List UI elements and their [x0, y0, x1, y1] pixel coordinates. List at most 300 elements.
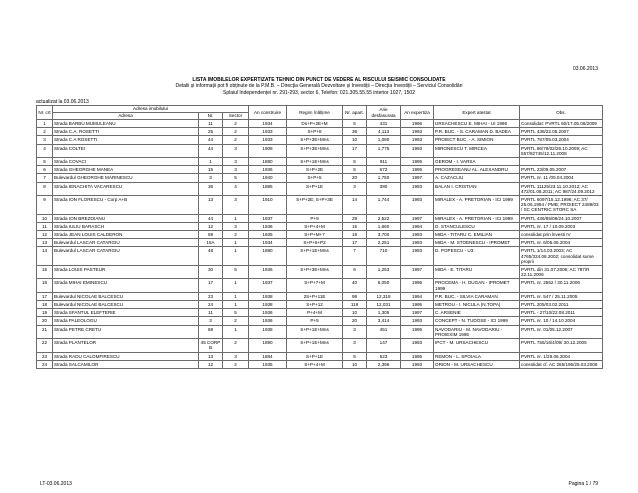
row-apartments: 20 [343, 317, 367, 325]
row-notes: consolidat prin lnvesti IV [520, 231, 603, 239]
row-notes: PVRTL 11125/23.11.10.2012; AC 472/01.08.2011; AC 987/24.09.2012 [520, 182, 603, 195]
row-notes: consolidat cf. AC 265/195/25.03.2008 [520, 360, 603, 368]
row-address: Strada COVACI [53, 158, 199, 166]
row-number: 1 [199, 158, 223, 166]
row-expert: BALAN I. CRISTIAN [434, 182, 520, 195]
row-address: Bulevardul LASCAR CATARGIU [53, 247, 199, 266]
footer-code: LT-03.06.2013 [40, 481, 72, 487]
row-expert: MIRALEX - A. PRETORIAN - ICI 1999 [434, 214, 520, 222]
col-nr: Nr. crt [37, 106, 53, 120]
row-notes: PVRTL - 27/10/22.08.2011 [520, 309, 603, 317]
row-floors: S+P+12 [287, 301, 343, 309]
col-notes: Obs. [520, 106, 603, 120]
updated-date: actualizat la 03.06.2013 [36, 99, 89, 105]
row-nr: 2 [37, 128, 53, 136]
row-apartments: 6 [343, 266, 367, 279]
row-exp-year: 1994 [401, 292, 434, 300]
row-expert: PROCEMA - H. DUGAN - IPROMET 1999 [434, 279, 520, 292]
col-year: An construire [249, 106, 287, 120]
row-year: 1938 [249, 325, 287, 338]
row-year: 1933 [249, 128, 287, 136]
row-nr: 9 [37, 196, 53, 215]
table-row [37, 120, 603, 128]
row-area: 147 [367, 339, 401, 352]
row-floors: S+P+7+M [287, 279, 343, 292]
table-row [37, 360, 603, 368]
row-floors: S+P+3E+Mns [287, 144, 343, 157]
row-expert: PROIECT BUC. - A. SIMION [434, 136, 520, 144]
row-area: 1,305 [367, 309, 401, 317]
row-nr: 12 [37, 231, 53, 239]
row-nr: 20 [37, 317, 53, 325]
row-address: Strada RADU CALOMFIRESCU [53, 352, 199, 360]
row-address: Strada SALCAMILOR [53, 360, 199, 368]
row-area: 911 [367, 158, 401, 166]
row-sector: 3 [223, 352, 249, 360]
row-sector: 1 [223, 239, 249, 247]
row-apartments: 15 [343, 222, 367, 230]
row-notes: PVRTL 438/22.05.2007 [520, 128, 603, 136]
row-apartments: 40 [343, 279, 367, 292]
row-address: Strada JEAN LOUIS CALDERON [53, 231, 199, 239]
row-number: 68 [199, 325, 223, 338]
row-exp-year: 1993 [401, 196, 434, 215]
row-notes: PVRTL din 31.07.2006; AC 787/R 22.11.2006 [520, 266, 603, 279]
row-year: 1935 [249, 231, 287, 239]
row-number: 11 [199, 309, 223, 317]
row-expert: P.R. BUC. - SILVIA CARAMAN [434, 292, 520, 300]
row-floors: P+9 [287, 214, 343, 222]
row-year: 1935 [249, 360, 287, 368]
row-year: 1885 [249, 182, 287, 195]
row-expert: IPCT - M. URSACHESCU [434, 339, 520, 352]
row-number: 25 [199, 128, 223, 136]
row-year: 1910 [249, 196, 287, 215]
row-floors: Ds+P+2E+M [287, 120, 343, 128]
row-expert: MIDA - TITARU C. EMILIAN [434, 231, 520, 239]
row-nr: 8 [37, 182, 53, 195]
row-floors: S+P+1E+Mns [287, 158, 343, 166]
row-sector: 1 [223, 292, 249, 300]
row-sector: 1 [223, 325, 249, 338]
row-number: 44 [199, 214, 223, 222]
row-year: 1936 [249, 222, 287, 230]
row-nr: 21 [37, 325, 53, 338]
row-nr: 16 [37, 279, 53, 292]
row-area: 12,318 [367, 292, 401, 300]
row-exp-year: 1993 [401, 182, 434, 195]
row-notes: PVRTL nr. 01/05.12.2007 [520, 325, 603, 338]
row-sector: 2 [223, 317, 249, 325]
row-area: 710 [367, 247, 401, 266]
row-year: 1908 [249, 144, 287, 157]
row-exp-year: 1993 [401, 128, 434, 136]
row-number: 11 [199, 120, 223, 128]
row-number: 15A [199, 239, 223, 247]
col-apartments: Nr. apart. [343, 106, 367, 120]
table-row [37, 214, 603, 222]
row-sector: 2 [223, 360, 249, 368]
row-exp-year: 1993 [401, 136, 434, 144]
row-notes: PVRTL 86/79/02/26.10.2009; AC 557/82745/12.11.2008 [520, 144, 603, 157]
row-sector: 2 [223, 136, 249, 144]
row-sector: 4 [223, 182, 249, 195]
row-area: 12,031 [367, 301, 401, 309]
table-row [37, 292, 603, 300]
buildings-table [36, 105, 603, 369]
row-sector: 3 [223, 222, 249, 230]
row-apartments: 20 [343, 174, 367, 182]
page-number: Pagina 1 / 79 [568, 481, 598, 487]
row-expert: URSACHESCU E. MIHAI - UI 1996 [434, 120, 520, 128]
row-number: 24 [199, 301, 223, 309]
row-area: 2,522 [367, 214, 401, 222]
row-notes: PVRTL nr. 1/29.06.2004 [520, 352, 603, 360]
row-year: 1938 [249, 301, 287, 309]
row-area: 1,750 [367, 174, 401, 182]
row-number: 17 [199, 279, 223, 292]
row-expert: MIRONESCU T. MIRCEA [434, 144, 520, 157]
table-header-row [37, 106, 603, 113]
row-sector: 1 [223, 301, 249, 309]
row-notes [520, 158, 603, 166]
table-row [37, 239, 603, 247]
row-exp-year: 1993 [401, 247, 434, 266]
row-area: 2,251 [367, 239, 401, 247]
row-exp-year: 1993 [401, 360, 434, 368]
row-floors: S+P+3E+Mns [287, 136, 343, 144]
row-floors: P+4+M [287, 309, 343, 317]
col-address-group: Adresa imobilului [53, 106, 249, 113]
row-nr: 11 [37, 222, 53, 230]
row-area: 1,744 [367, 196, 401, 215]
row-sector: 5 [223, 174, 249, 182]
table-body [37, 120, 603, 369]
row-exp-year: 1995 [401, 301, 434, 309]
table-row [37, 231, 603, 239]
row-exp-year: 1995 [401, 279, 434, 292]
row-apartments: 10 [343, 360, 367, 368]
row-address: Bulevardul LASCAR CATARGIU [53, 239, 199, 247]
row-address: Bulevardul NICOLAE BALCESCU [53, 292, 199, 300]
row-floors: S+P+2E [287, 166, 343, 174]
row-area: 1,775 [367, 144, 401, 157]
col-sector: Sector [223, 113, 249, 120]
row-address: Strada IENACHITA VACARESCU [53, 182, 199, 195]
table-row [37, 301, 603, 309]
table-row [37, 174, 603, 182]
row-area: 4,113 [367, 128, 401, 136]
row-nr: 5 [37, 158, 53, 166]
row-floors: S+P+1E+Mns [287, 339, 343, 352]
table-row [37, 196, 603, 215]
table-row [37, 247, 603, 266]
row-nr: 23 [37, 352, 53, 360]
document-title: LISTA IMOBILELOR EXPERTIZATE TEHNIC DIN PUNCT DE VEDERE AL RISCULUI SEISMIC CONSOLIDATE [192, 77, 446, 83]
row-year: 1934 [249, 239, 287, 247]
row-expert: METROU - I. NICULA (N.TOPA) [434, 301, 520, 309]
row-year: 1936 [249, 266, 287, 279]
document-title-block [0, 77, 638, 96]
row-floors: S+P+5 [287, 174, 343, 182]
row-expert: MIDA - M. STOENESCU - IPROMET [434, 239, 520, 247]
row-year: 1936 [249, 166, 287, 174]
row-area: 380 [367, 182, 401, 195]
row-sector: 5 [223, 309, 249, 317]
document-address-line: Splaiul Independenței nr. 291-293, sector 6, Telefon: 021.305.55.55 interior 1027, 1502 [223, 89, 415, 96]
document-date: 03.06.2013 [572, 66, 598, 72]
row-number: 23 [199, 292, 223, 300]
row-address: Strada GHEORGHE MANEA [53, 166, 199, 174]
row-number: 59 [199, 231, 223, 239]
row-area: 672 [367, 166, 401, 174]
row-exp-year: 1994 [401, 222, 434, 230]
row-nr: 19 [37, 309, 53, 317]
row-apartments: 5 [343, 352, 367, 360]
row-expert: MIDA - E. TITARU [434, 266, 520, 279]
col-floors: Regim înălțime [287, 106, 343, 120]
row-address: Strada PETRE CRETU [53, 325, 199, 338]
row-sector: 3 [223, 196, 249, 215]
row-exp-year: 1993 [401, 231, 434, 239]
row-address: Strada COLTEI [53, 144, 199, 157]
row-sector: 2 [223, 128, 249, 136]
row-sector: 1 [223, 214, 249, 222]
row-number: 12 [199, 360, 223, 368]
row-year: 1936 [249, 317, 287, 325]
row-expert: PROGRESEANU AL. ALEXANDRU [434, 166, 520, 174]
row-exp-year: 1996 [401, 120, 434, 128]
col-exp-year: An expertiza [401, 106, 434, 120]
row-year: 1940 [249, 174, 287, 182]
row-apartments: 5 [343, 158, 367, 166]
row-exp-year: 1993 [401, 339, 434, 352]
row-floors: S+P+5+P2 [287, 239, 343, 247]
row-address: Strada ION BREZOIANU [53, 214, 199, 222]
table-row [37, 222, 603, 230]
row-notes: PVRTL 787/05.03.2004 [520, 136, 603, 144]
row-year: 1937 [249, 279, 287, 292]
row-floors: S+P+2E; S+P+3E [287, 196, 343, 215]
row-nr: 6 [37, 166, 53, 174]
table-row [37, 266, 603, 279]
table-row [37, 339, 603, 352]
row-notes: PVRTL nr. 17 / 10.09.2003 [520, 222, 603, 230]
row-floors: S+P+4+M [287, 360, 343, 368]
table-row [37, 182, 603, 195]
row-apartments: 10 [343, 136, 367, 144]
row-nr: 22 [37, 339, 53, 352]
row-address: Strada C.A ROSETTI [53, 136, 199, 144]
row-exp-year: 1997 [401, 266, 434, 279]
col-expert: Expert atestat [434, 106, 520, 120]
table-row [37, 279, 603, 292]
row-floors: 2S+P+11E [287, 292, 343, 300]
row-exp-year: 1997 [401, 309, 434, 317]
row-area: 523 [367, 352, 401, 360]
row-number: 3 [199, 317, 223, 325]
row-nr: 3 [37, 136, 53, 144]
row-notes: PVRTL 205/03.02.2011 [520, 301, 603, 309]
row-apartments: 17 [343, 239, 367, 247]
row-number: 12 [199, 222, 223, 230]
row-notes: PVRTL nr. 10 / 14.10.2004 [520, 317, 603, 325]
row-floors: S+P+3E+Mns [287, 266, 343, 279]
row-expert: A. CAZACLIU [434, 174, 520, 182]
row-address: Strada MIHAI EMINESCU [53, 279, 199, 292]
row-address: Strada PALEOLOGU [53, 317, 199, 325]
row-apartments: 3 [343, 339, 367, 352]
row-address: Strada ION FLORESCU - Corp A+B [53, 196, 199, 215]
row-notes: PVRTL nr. 6/05.06.2004 [520, 239, 603, 247]
col-address: Adresa [53, 113, 199, 120]
row-address: Bulevardul GHEORGHE MARINESCU [53, 174, 199, 182]
row-apartments: 98 [343, 292, 367, 300]
row-sector: 2 [223, 120, 249, 128]
row-year: 1934 [249, 120, 287, 128]
row-sector: 3 [223, 166, 249, 174]
row-apartments: 36 [343, 128, 367, 136]
row-area: 451 [367, 325, 401, 338]
row-exp-year: 1997 [401, 174, 434, 182]
row-nr: 24 [37, 360, 53, 368]
row-notes: PVRTL 436/85/08/24.10.2007 [520, 214, 603, 222]
row-nr: 7 [37, 174, 53, 182]
row-floors: S+P+1E+Mns [287, 247, 343, 266]
row-nr: 10 [37, 214, 53, 222]
table-row [37, 325, 603, 338]
row-apartments: 5 [343, 166, 367, 174]
row-apartments: 14 [343, 196, 367, 215]
row-floors: S+P+4+M [287, 222, 343, 230]
row-apartments: 17 [343, 144, 367, 157]
row-expert: ORION - M. URSACHESCU [434, 360, 520, 368]
row-floors: S+P+1E [287, 182, 343, 195]
row-nr: 18 [37, 301, 53, 309]
row-number: 15 [199, 166, 223, 174]
row-area: 1,080 [367, 136, 401, 144]
table-row [37, 158, 603, 166]
table-row [37, 317, 603, 325]
row-number: 48 [199, 247, 223, 266]
row-apartments: 3 [343, 182, 367, 195]
row-exp-year: 1995 [401, 166, 434, 174]
row-year: 1890 [249, 339, 287, 352]
table-row [37, 136, 603, 144]
row-year: 1938 [249, 292, 287, 300]
row-number: 44 [199, 136, 223, 144]
row-nr: 14 [37, 247, 53, 266]
row-nr: 15 [37, 266, 53, 279]
row-floors: S+P+8 [287, 128, 343, 136]
row-year: 1933 [249, 136, 287, 144]
row-notes: PVRTL 6097/15.12.1996; AC 37/ 25.06.1994 / PMB; PROIECT 2489/03 / SC CENTRIC STORC SA [520, 196, 603, 215]
row-expert: CONCEPT - N. TUDOSE - ICI 1999 [434, 317, 520, 325]
row-number: 36 [199, 182, 223, 195]
row-nr: 4 [37, 144, 53, 157]
row-expert: MIRALEX - A. PRETORIAN - ICI 1999 [434, 196, 520, 215]
row-notes: PVRTL 755/16/4/09/ 30.12.2005 [520, 339, 603, 352]
row-address: Strada PLANTELOR [53, 339, 199, 352]
row-sector: 2 [223, 231, 249, 239]
row-expert: REMON - L. SPOIALA [434, 352, 520, 360]
row-area: 1,660 [367, 222, 401, 230]
row-number: 30 [199, 266, 223, 279]
row-year: 1937 [249, 214, 287, 222]
row-sector: 3 [223, 158, 249, 166]
row-apartments: 3 [343, 325, 367, 338]
table-row [37, 128, 603, 136]
row-notes: PVRTL 23/09.05.2007 [520, 166, 603, 174]
row-area: 1,263 [367, 266, 401, 279]
row-area: 3,700 [367, 231, 401, 239]
document-subtitle: Detalii și informații pot fi obținute de la P.M.B. – Direcția Generală Dezvoltare și Investiții – Direcția Investiții – Serviciul Consolidări [175, 83, 463, 90]
row-expert: GEROM - I. VARSA [434, 158, 520, 166]
row-address: Bulevardul NICOLAE BALCESCU [53, 301, 199, 309]
row-area: 431 [367, 120, 401, 128]
row-year: 1884 [249, 352, 287, 360]
table-row [37, 309, 603, 317]
row-exp-year: 1995 [401, 352, 434, 360]
row-nr: 13 [37, 239, 53, 247]
row-apartments: 119 [343, 301, 367, 309]
row-notes: PVRTL nr. 547 / 25.11.2005 [520, 292, 603, 300]
row-address: Strada SFANTUL ELEFTERIE [53, 309, 199, 317]
row-number: 13 [199, 352, 223, 360]
row-floors: P+5 [287, 317, 343, 325]
row-nr: 17 [37, 292, 53, 300]
row-notes: PVRTL nr. 2552 / 30.11.2006 [520, 279, 603, 292]
row-floors: S+P+1E+Mns [287, 325, 343, 338]
row-address: Strada LOUIS PASTEUR [53, 266, 199, 279]
row-address: Strada BARBU MUMULEANU [53, 120, 199, 128]
row-expert: D. POPESCU - U3 [434, 247, 520, 266]
row-apartments: 19 [343, 231, 367, 239]
table-row [37, 352, 603, 360]
row-notes: PVRTL nr. 11 /05.04.2004 [520, 174, 603, 182]
row-number: 44 [199, 144, 223, 157]
row-area: 6,050 [367, 279, 401, 292]
row-expert: P.R. BUC. - S. CARAMAN D. BADEA [434, 128, 520, 136]
row-apartments: 29 [343, 214, 367, 222]
row-floors: S+P+1E [287, 352, 343, 360]
row-sector: 5 [223, 266, 249, 279]
row-exp-year: 1993 [401, 239, 434, 247]
row-notes: Consolidat: PVRTL 60/17.05.06/2009 [520, 120, 603, 128]
table-row [37, 166, 603, 174]
row-expert: NAVODARIU - M. NAVODARIU - PROIEXIM 1995 [434, 325, 520, 338]
row-address: Strada IULIU BARASCH [53, 222, 199, 230]
row-exp-year: 1993 [401, 144, 434, 157]
row-year: 1936 [249, 309, 287, 317]
col-area: Arie desfasurata [367, 106, 401, 120]
col-number: Nr. [199, 113, 223, 120]
row-floors: S+P+M+7 [287, 231, 343, 239]
row-notes: PVRTL 1/14.03.2003; AC 4765/324.08.2002; consolidat surse proprii [520, 247, 603, 266]
row-sector: 1 [223, 279, 249, 292]
row-apartments: 10 [343, 309, 367, 317]
row-area: 2,396 [367, 360, 401, 368]
row-exp-year: 1995 [401, 158, 434, 166]
row-exp-year: 1997 [401, 214, 434, 222]
row-nr: 1 [37, 120, 53, 128]
row-sector: 1 [223, 247, 249, 266]
row-area: 3,414 [367, 317, 401, 325]
row-apartments: 5 [343, 120, 367, 128]
row-expert: D. STANCULESCU [434, 222, 520, 230]
row-address: Strada C.A. ROSETTI [53, 128, 199, 136]
row-exp-year: 1995 [401, 325, 434, 338]
